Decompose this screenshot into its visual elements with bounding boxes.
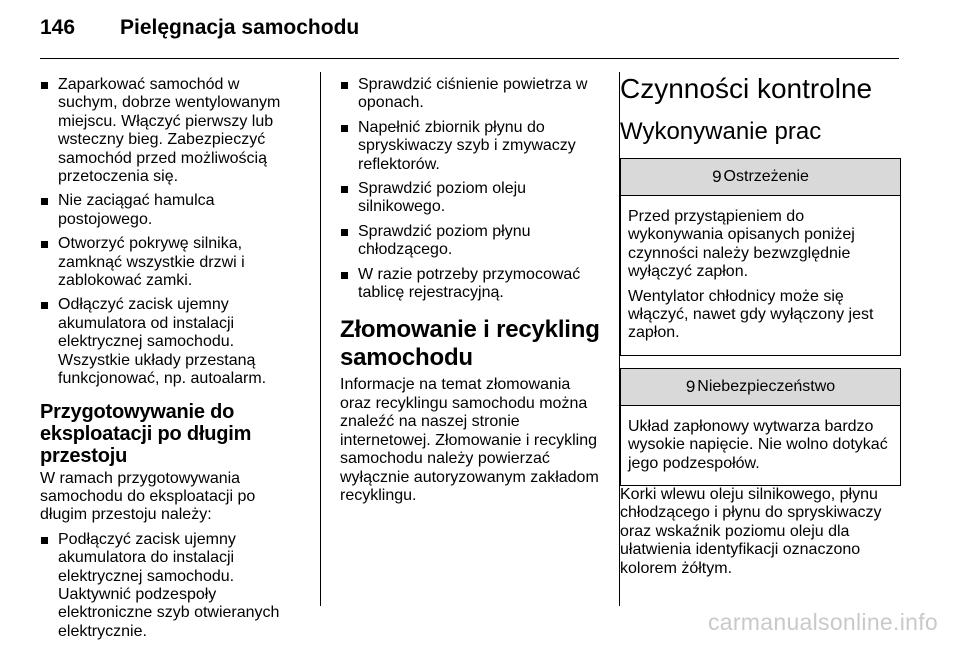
check-steps-list xyxy=(340,76,602,302)
warning-box-body xyxy=(621,196,900,355)
danger-box-header xyxy=(621,369,900,406)
page-header-title: Pielęgnacja samochodu xyxy=(120,16,360,39)
header-divider xyxy=(40,58,899,59)
section-heading-recommissioning: Przygotowywanie do eksploatacji po długim przestoju xyxy=(40,400,252,467)
recommissioning-intro: W ramach przygotowywania samochodu do eksploatacji po długim przestoju należy: xyxy=(40,469,256,524)
danger-box-body xyxy=(621,406,900,485)
recommissioning-list xyxy=(40,531,302,641)
list-item: Odłączyć zacisk ujemny akumulatora od instalacji elektrycznej samochodu. Wszystkie układy przestaną funkcjonować, np. autoalarm. xyxy=(40,296,302,388)
column-3 xyxy=(620,74,902,584)
column-2 xyxy=(340,76,602,511)
warning-title: Ostrzeżenie xyxy=(723,167,809,185)
warning-triangle-icon: 9 xyxy=(685,376,696,396)
watermark: carmanualsonline.info xyxy=(707,609,938,635)
warning-triangle-icon: 9 xyxy=(712,166,722,186)
danger-box xyxy=(620,368,901,486)
list-item: Otworzyć pokrywę silnika, zamknąć wszystkie drzwi i zablokować zamki. xyxy=(40,235,302,290)
section-heading-scrapping: Złomowanie i recykling samochodu xyxy=(340,316,600,372)
warning-text: Przed przystąpieniem do wykonywania opisanych poniżej czynności należy bezwzględnie wyłączyć zapłon. xyxy=(628,208,855,281)
warning-box-header xyxy=(621,159,900,196)
scrapping-paragraph: Informacje na temat złomowania oraz recyklingu samochodu można znaleźć na naszej stronie internetowej. Złomowanie i recykling samochodu należy powierzać wyłącznie autoryzowanym zakładom recyklingu. xyxy=(340,376,599,504)
list-item: Podłączyć zacisk ujemny akumulatora do instalacji elektrycznej samochodu. Uaktywnić podzespoły elektroniczne szyb otwieranych elektrycznie. xyxy=(40,531,302,641)
list-item: W razie potrzeby przymocować tablicę rejestracyjną. xyxy=(340,266,602,303)
column-1 xyxy=(40,76,302,647)
list-item: Sprawdzić poziom płynu chłodzącego. xyxy=(340,223,602,260)
danger-title: Niebezpieczeństwo xyxy=(697,377,836,395)
page-number: 146 xyxy=(40,16,76,39)
list-item: Sprawdzić ciśnienie powietrza w oponach. xyxy=(340,76,602,113)
column-divider-1 xyxy=(320,72,321,606)
list-item: Zaparkować samochód w suchym, dobrze wentylowanym miejscu. Włączyć pierwszy lub wsteczny bieg. Zabezpieczyć samochód przed możliwością przetoczenia się. xyxy=(40,76,302,186)
warning-box xyxy=(620,158,901,356)
list-item: Nie zaciągać hamulca postojowego. xyxy=(40,192,302,229)
list-item: Sprawdzić poziom oleju silnikowego. xyxy=(340,180,602,217)
warning-text: Wentylator chłodnicy może się włączyć, nawet gdy wyłączony jest zapłon. xyxy=(628,287,874,342)
chapter-subtitle: Wykonywanie prac xyxy=(620,118,822,145)
list-item: Napełnić zbiornik płynu do spryskiwaczy szyb i zmywaczy reflektorów. xyxy=(340,119,602,174)
chapter-title: Czynności kontrolne xyxy=(620,73,873,104)
color-coding-paragraph: Korki wlewu oleju silnikowego, płynu chłodzącego i płynu do spryskiwaczy oraz wskaźnik poziomu oleju dla ułatwienia identyfikacji oznaczono kolorem żółtym. xyxy=(620,486,882,577)
parking-steps-list xyxy=(40,76,302,389)
danger-text: Układ zapłonowy wytwarza bardzo wysokie napięcie. Nie wolno dotykać jego podzespołów. xyxy=(628,417,888,472)
